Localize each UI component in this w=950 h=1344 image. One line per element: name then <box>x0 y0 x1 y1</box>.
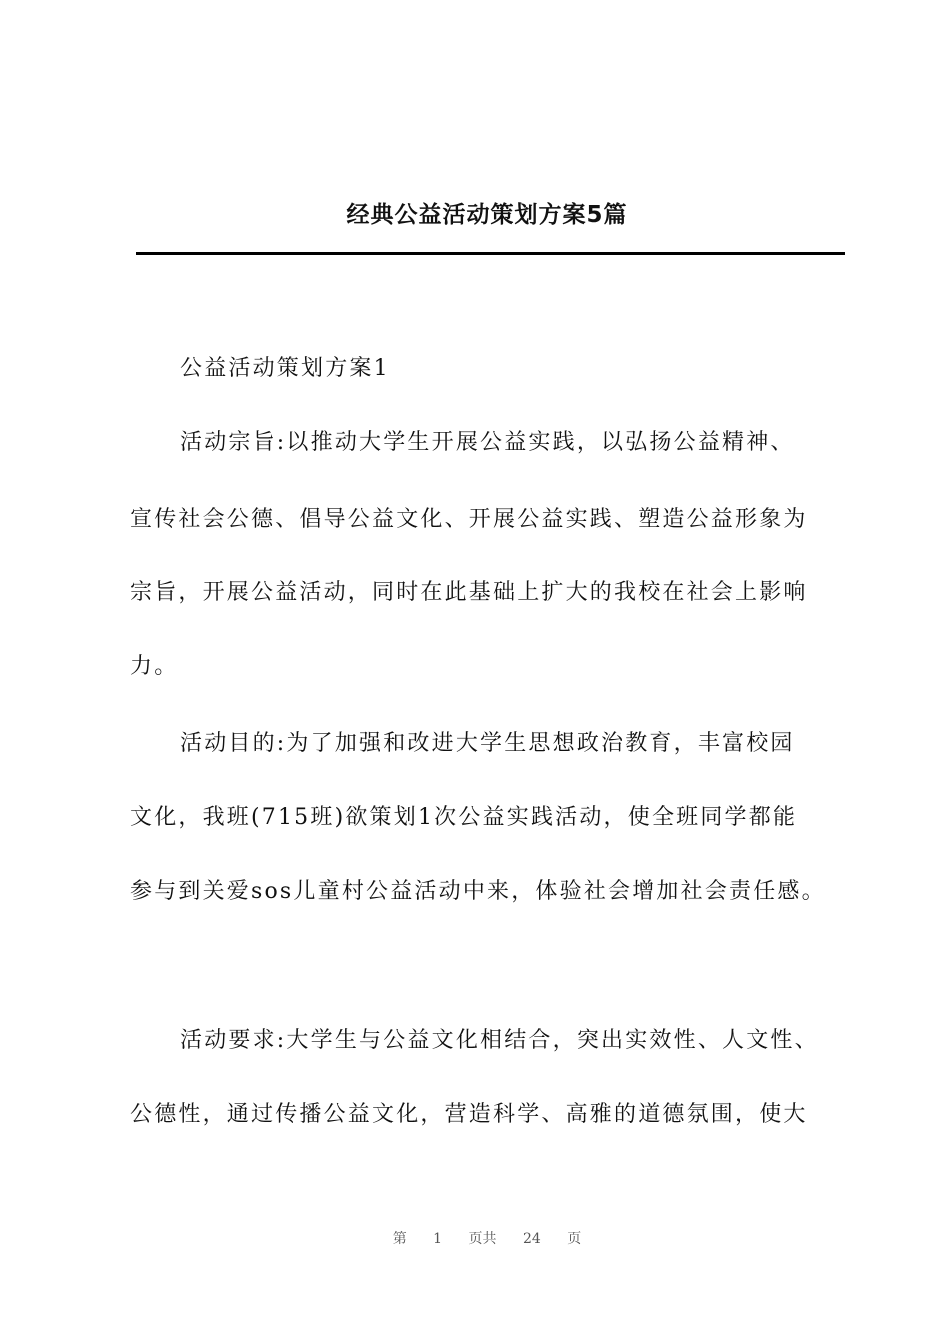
page-title: 经典公益活动策划方案5篇 <box>346 202 628 228</box>
paragraph-line: 活动要求:大学生与公益文化相结合，突出实效性、人文性、 <box>180 1028 819 1053</box>
footer-middle: 页共 <box>468 1231 497 1247</box>
paragraph-line: 文化，我班(715班)欲策划1次公益实践活动，使全班同学都能 <box>130 805 798 830</box>
page-footer <box>0 1228 950 1248</box>
paragraph-line: 力。 <box>130 654 179 679</box>
footer-page-number: 1 <box>433 1231 443 1247</box>
footer-suffix: 页 <box>567 1231 582 1247</box>
title-divider <box>136 252 845 255</box>
paragraph-line: 宗旨，开展公益活动，同时在此基础上扩大的我校在社会上影响 <box>130 580 808 605</box>
footer-page-total: 24 <box>523 1231 541 1247</box>
paragraph-line: 活动目的:为了加强和改进大学生思想政治教育，丰富校园 <box>180 731 795 756</box>
footer-prefix: 第 <box>392 1231 407 1247</box>
paragraph-line: 宣传社会公德、倡导公益文化、开展公益实践、塑造公益形象为 <box>130 507 808 532</box>
section-heading: 公益活动策划方案1 <box>180 356 390 381</box>
paragraph-line: 参与到关爱sos儿童村公益活动中来，体验社会增加社会责任感。 <box>130 879 826 904</box>
paragraph-line: 活动宗旨:以推动大学生开展公益实践，以弘扬公益精神、 <box>180 430 795 455</box>
paragraph-line: 公德性，通过传播公益文化，营造科学、高雅的道德氛围，使大 <box>130 1102 808 1127</box>
